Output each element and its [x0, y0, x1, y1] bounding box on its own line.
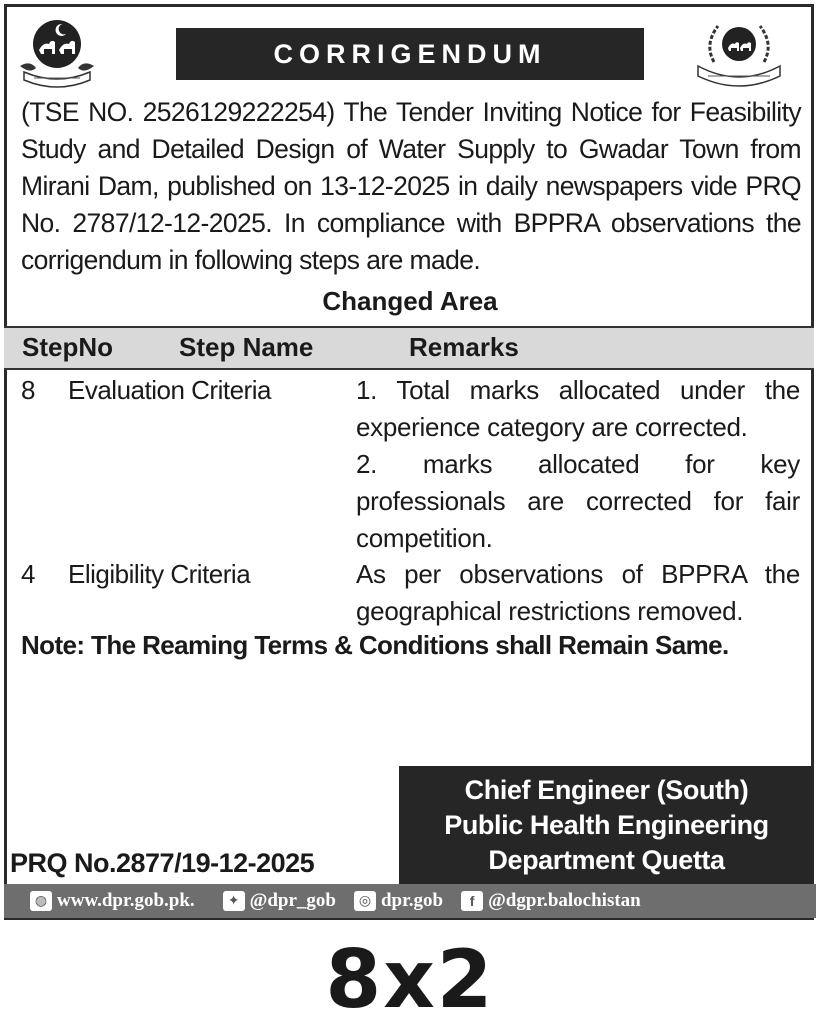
- balochistan-emblem-logo: [12, 10, 102, 90]
- footer-instagram[interactable]: [354, 890, 443, 912]
- row-1-step-name: Evaluation Criteria: [68, 375, 271, 405]
- row-1-step-no: 8: [21, 375, 36, 405]
- row-2-step-name: Eligibility Criteria: [68, 559, 251, 589]
- signature-line-3: Department Quetta: [488, 845, 725, 875]
- header-step-name: Step Name: [179, 332, 314, 362]
- facebook-handle: @dgpr.balochistan: [488, 890, 641, 911]
- footer-facebook[interactable]: [461, 890, 641, 912]
- notice-body-text: (TSE NO. 2526129222254) The Tender Inviting Notice for Feasibility Study and Detailed Design of Water Supply to Gwadar Town from Mirani Dam, published on 13-12-2025 in daily newspapers vide PRQ No. 2787/12-12-2025. In compliance with BPPRA observations the corrigendum in following steps are made.: [21, 97, 801, 275]
- instagram-icon: ◎: [354, 891, 376, 911]
- signature-line-1: Chief Engineer (South): [464, 775, 749, 805]
- footer-website[interactable]: [30, 890, 195, 912]
- row-1-remark-2: 2. marks allocated for key professionals are corrected for fair competition.: [356, 449, 800, 553]
- ad-size-label: 8x2: [325, 933, 495, 1026]
- row-2-remark-1: As per observations of BPPRA the geographical restrictions removed.: [356, 559, 800, 626]
- prq-number: PRQ No.2877/19-12-2025: [10, 848, 315, 878]
- header-remarks: Remarks: [409, 332, 519, 362]
- signature-block: [399, 766, 814, 884]
- instagram-handle: dpr.gob: [380, 890, 444, 911]
- note-text: Note: The Reaming Terms & Conditions shall Remain Same.: [21, 630, 729, 660]
- website-text: www.dpr.gob.pk.: [57, 890, 195, 911]
- twitter-handle: @dpr_gob: [249, 890, 336, 911]
- header-step-no: StepNo: [22, 332, 113, 362]
- signature-line-2: Public Health Engineering: [444, 810, 769, 840]
- department-seal-logo: [694, 10, 784, 90]
- facebook-icon: f: [461, 891, 483, 911]
- footer-bar: [4, 884, 816, 918]
- globe-icon: ◍: [30, 891, 52, 911]
- corrigendum-title: CORRIGENDUM: [176, 28, 644, 80]
- row-2-step-no: 4: [21, 559, 36, 589]
- row-1-remark-1: 1. Total marks allocated under the experience category are corrected.: [356, 375, 800, 442]
- table-header: [4, 326, 814, 370]
- footer-twitter[interactable]: [223, 890, 336, 912]
- twitter-icon: ✦: [223, 891, 245, 911]
- changed-area-heading: Changed Area: [322, 286, 498, 316]
